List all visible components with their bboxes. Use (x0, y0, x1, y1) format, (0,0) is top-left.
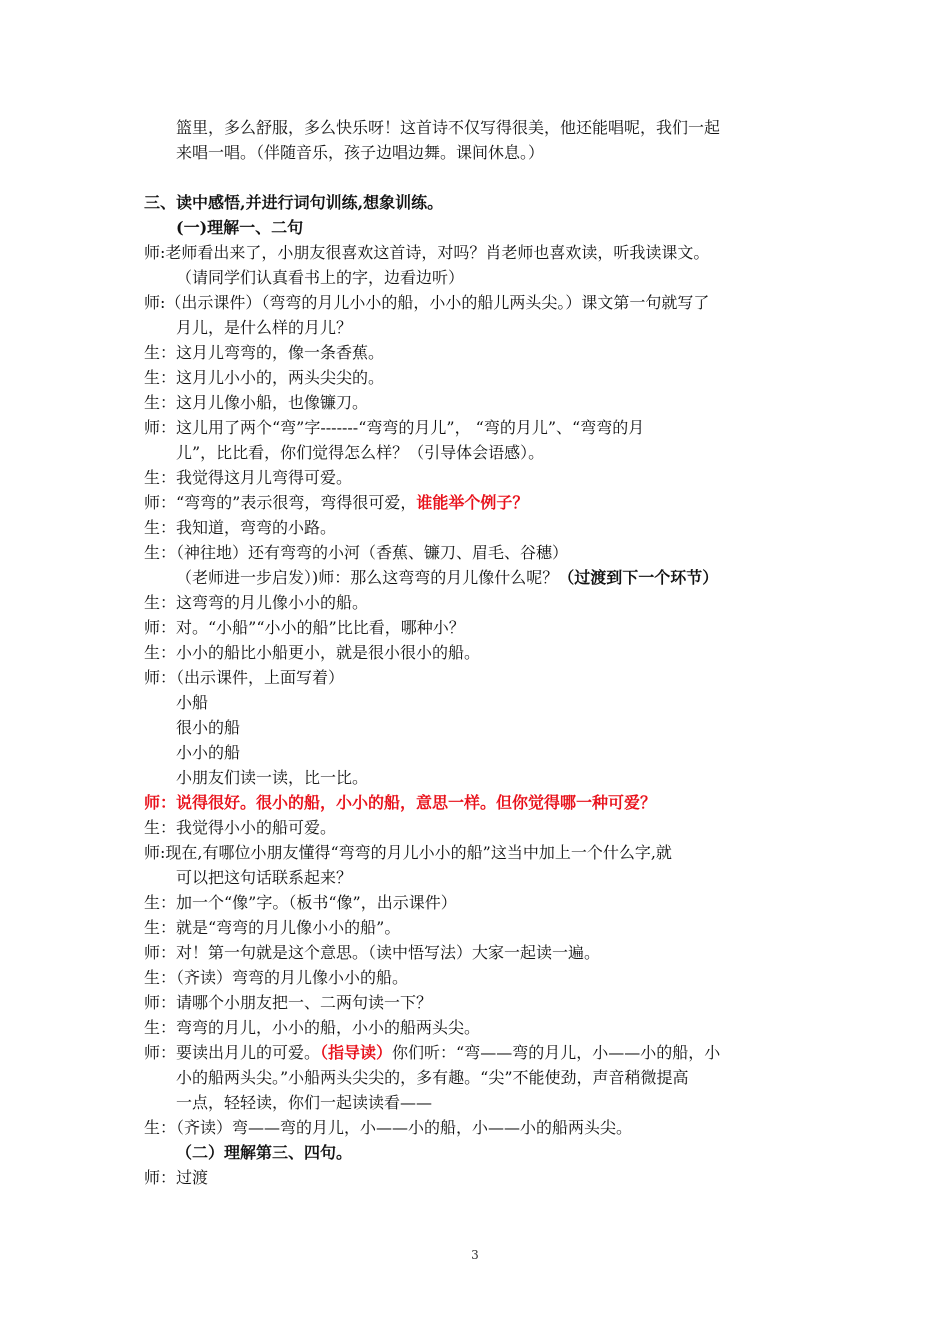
text-run: 生：加一个“像”字。（板书“像”，出示课件） (144, 893, 457, 912)
text-run: 师：“弯弯的”表示很弯，弯得很可爱， (144, 493, 417, 512)
text-run: 小小的船 (176, 743, 241, 762)
text-line (176, 218, 303, 238)
text-run: 生：小小的船比小船更小，就是很小很小的船。 (144, 643, 481, 662)
text-line (176, 318, 352, 338)
text-line (144, 543, 568, 563)
text-run: 篮里，多么舒服，多么快乐呀！这首诗不仅写得很美，他还能唱呢，我们一起 (176, 118, 721, 137)
text-run: 师：要读出月儿的可爱。 (144, 1043, 321, 1062)
text-line (144, 1118, 632, 1138)
text-line (144, 493, 528, 513)
text-run: 师:老师看出来了，小朋友很喜欢这首诗，对吗？肖老师也喜欢读，听我读课文。 (144, 243, 710, 262)
text-line (144, 368, 384, 388)
text-line (144, 593, 368, 613)
text-run: 师：（出示课件，上面写着） (144, 668, 345, 687)
text-line (176, 868, 352, 888)
text-run: 一点，轻轻读，你们一起读读看—— (176, 1093, 433, 1112)
text-run: 你们听：“弯——弯的月儿，小——小的船，小 (392, 1043, 721, 1062)
text-run: 生：这弯弯的月儿像小小的船。 (144, 593, 369, 612)
text-run: 生：弯弯的月儿，小小的船，小小的船两头尖。 (144, 1018, 481, 1037)
text-run: 生：（神往地）还有弯弯的小河（香蕉、镰刀、眉毛、谷穗） (144, 543, 569, 562)
text-run: 生：这月儿像小船，也像镰刀。 (144, 393, 369, 412)
text-run: 生：（齐读）弯——弯的月儿，小——小的船，小——小的船两头尖。 (144, 1118, 633, 1137)
text-run: 可以把这句话联系起来？ (176, 868, 353, 887)
text-run: 生：这月儿弯弯的，像一条香蕉。 (144, 343, 385, 362)
text-run: （老师进一步启发）)师：那么这弯弯的月儿像什么呢？ (176, 568, 559, 587)
text-run: 师:现在,有哪位小朋友懂得“弯弯的月儿小小的船”这当中加上一个什么字,就 (144, 843, 672, 862)
text-run: 谁能举个例子？ (416, 493, 529, 512)
text-run: 小的船两头尖。”小船两头尖尖的，多有趣。“尖”不能使劲，声音稍微提高 (176, 1068, 689, 1087)
text-line (176, 693, 208, 713)
text-line (176, 768, 368, 788)
text-line (176, 1068, 689, 1088)
text-run: 生：我知道，弯弯的小路。 (144, 518, 337, 537)
text-line (144, 393, 368, 413)
text-line (144, 518, 336, 538)
text-run: 师：过渡 (144, 1168, 209, 1187)
text-line (144, 418, 644, 438)
text-run: （二）理解第三、四句。 (176, 1143, 353, 1162)
text-line (144, 893, 457, 913)
text-line (176, 443, 544, 463)
text-line (144, 993, 432, 1013)
text-line (144, 1168, 208, 1188)
text-run: 生：我觉得小小的船可爱。 (144, 818, 337, 837)
text-run: （请同学们认真看书上的字，边看边听） (176, 268, 465, 287)
text-run: 来唱一唱。（伴随音乐，孩子边唱边舞。课间休息。） (176, 143, 545, 162)
text-line (144, 668, 344, 688)
text-line (144, 1018, 480, 1038)
text-run: 三、读中感悟,并进行词句训练,想象训练。 (144, 193, 444, 212)
text-line (144, 468, 352, 488)
text-line (144, 643, 480, 663)
text-run: 生：（齐读）弯弯的月儿像小小的船。 (144, 968, 409, 987)
text-run: 师：这儿用了两个“弯”字-------“弯弯的月儿”， “弯的月儿”、“弯弯的月 (144, 418, 645, 437)
text-line (176, 568, 718, 588)
text-line (144, 818, 336, 838)
text-run: 生：这月儿小小的，两头尖尖的。 (144, 368, 385, 387)
text-run: (一)理解一、二句 (176, 218, 304, 237)
text-line (144, 793, 656, 813)
text-run: 小朋友们读一读，比一比。 (176, 768, 369, 787)
text-line (144, 918, 400, 938)
text-line (176, 143, 544, 163)
text-line (144, 1043, 720, 1063)
text-line (176, 268, 464, 288)
text-line (144, 968, 408, 988)
text-run: 生：就是“弯弯的月儿像小小的船”。 (144, 918, 401, 937)
text-run: 师：请哪个小朋友把一、二两句读一下？ (144, 993, 433, 1012)
text-run: 师:（出示课件）（弯弯的月儿小小的船，小小的船儿两头尖。）课文第一句就写了 (144, 293, 710, 312)
text-run: 儿”，比比看，你们觉得怎么样？（引导体会语感）。 (176, 443, 545, 462)
text-run: （过渡到下一个环节） (558, 568, 719, 587)
text-line (144, 618, 465, 638)
text-line (144, 843, 672, 863)
text-line (176, 743, 240, 763)
text-line (144, 343, 384, 363)
text-run: （指导读） (320, 1043, 393, 1062)
text-line (144, 293, 709, 313)
text-line (176, 1093, 432, 1113)
text-run: 很小的船 (176, 718, 241, 737)
text-run: 师：说得很好。很小的船，小小的船，意思一样。但你觉得哪一种可爱？ (144, 793, 657, 812)
text-line (176, 1143, 352, 1163)
text-run: 小船 (176, 693, 209, 712)
text-line (144, 193, 443, 213)
text-line (176, 718, 240, 738)
text-run: 师：对！第一句就是这个意思。（读中悟写法）大家一起读一遍。 (144, 943, 601, 962)
text-line (144, 943, 600, 963)
text-run: 月儿，是什么样的月儿？ (176, 318, 353, 337)
page-number: 3 (471, 1248, 479, 1262)
text-line (176, 118, 720, 138)
text-run: 师：对。“小船”“小小的船”比比看，哪种小？ (144, 618, 465, 637)
text-run: 生：我觉得这月儿弯得可爱。 (144, 468, 353, 487)
text-line (144, 243, 709, 263)
